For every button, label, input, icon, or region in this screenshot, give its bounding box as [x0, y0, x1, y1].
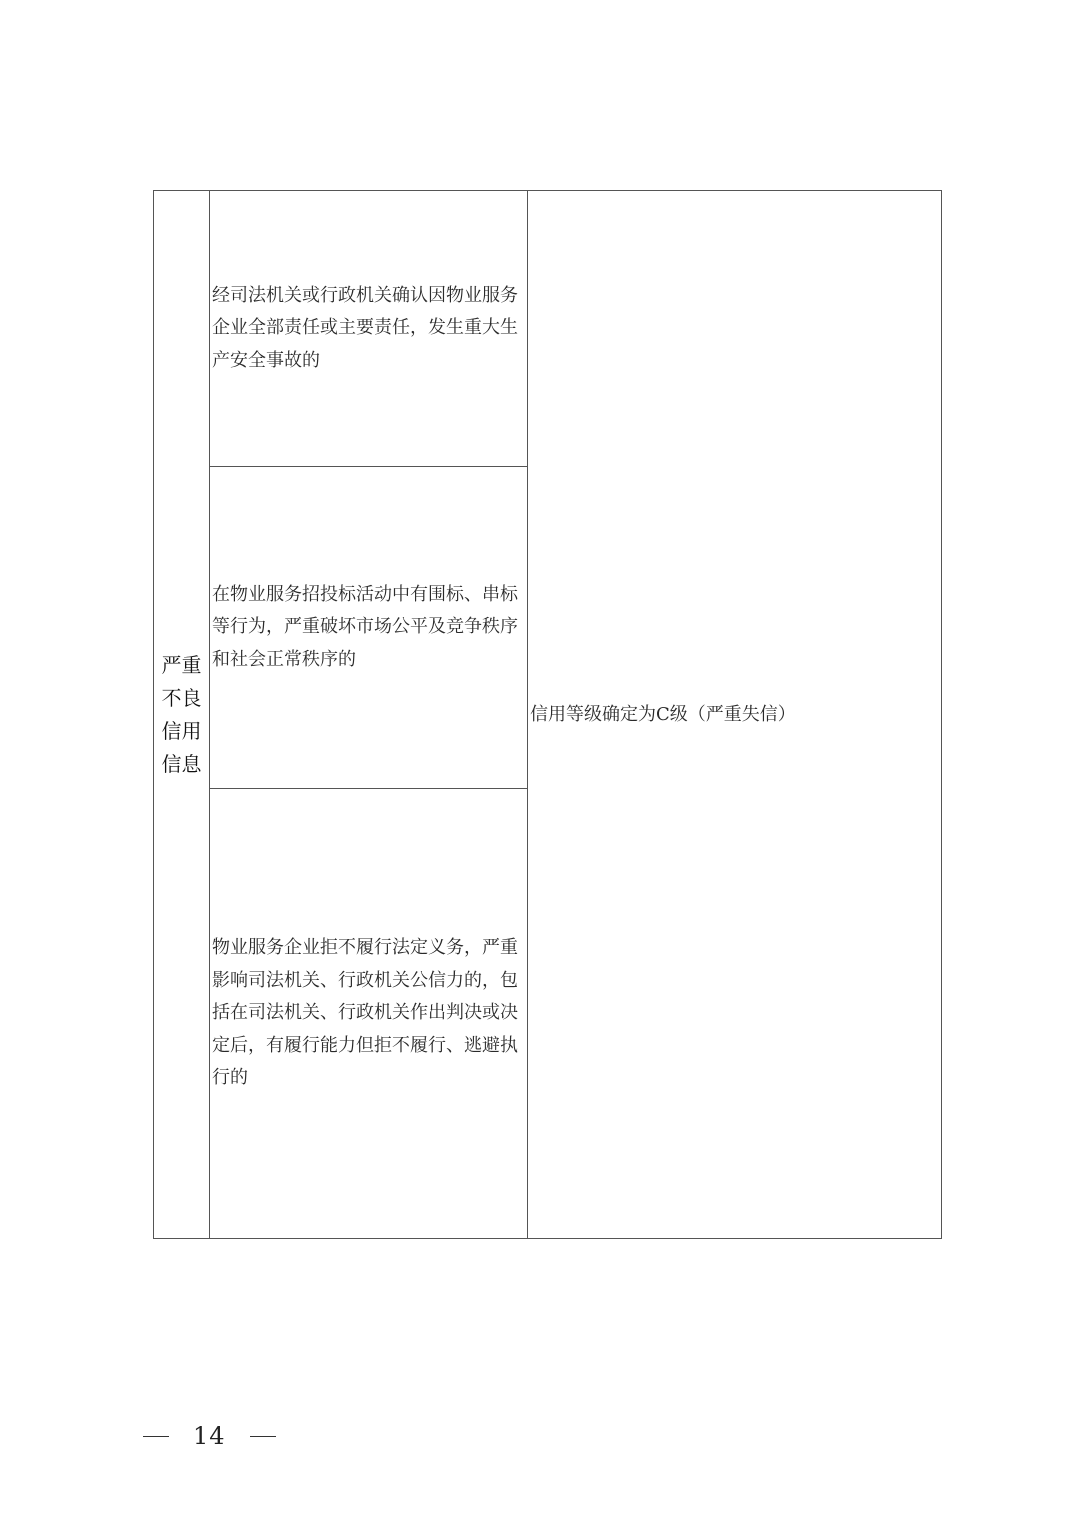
page-number: 14 — [193, 1422, 226, 1450]
footer-dash-left — [143, 1436, 169, 1437]
table-row — [210, 789, 528, 1238]
item-description: 经司法机关或行政机关确认因物业服务企业全部责任或主要责任，发生重大生产安全事故的 — [212, 284, 518, 371]
footer-dash-right — [250, 1436, 276, 1437]
result-cell — [528, 191, 941, 1238]
credit-rating-table — [153, 190, 942, 1239]
item-description: 在物业服务招投标活动中有围标、串标等行为，严重破坏市场公平及竞争秩序和社会正常秩序的 — [212, 583, 518, 670]
category-label: 严重不良信用信息 — [161, 652, 202, 776]
result-text: 信用等级确定为C级（严重失信） — [530, 703, 796, 725]
table-row — [210, 191, 528, 466]
table-row — [210, 467, 528, 788]
category-cell — [154, 191, 209, 1238]
page-footer — [143, 1418, 276, 1454]
item-description: 物业服务企业拒不履行法定义务，严重影响司法机关、行政机关公信力的，包括在司法机关、行政机关作出判决或决定后，有履行能力但拒不履行、逃避执行的 — [212, 937, 518, 1089]
